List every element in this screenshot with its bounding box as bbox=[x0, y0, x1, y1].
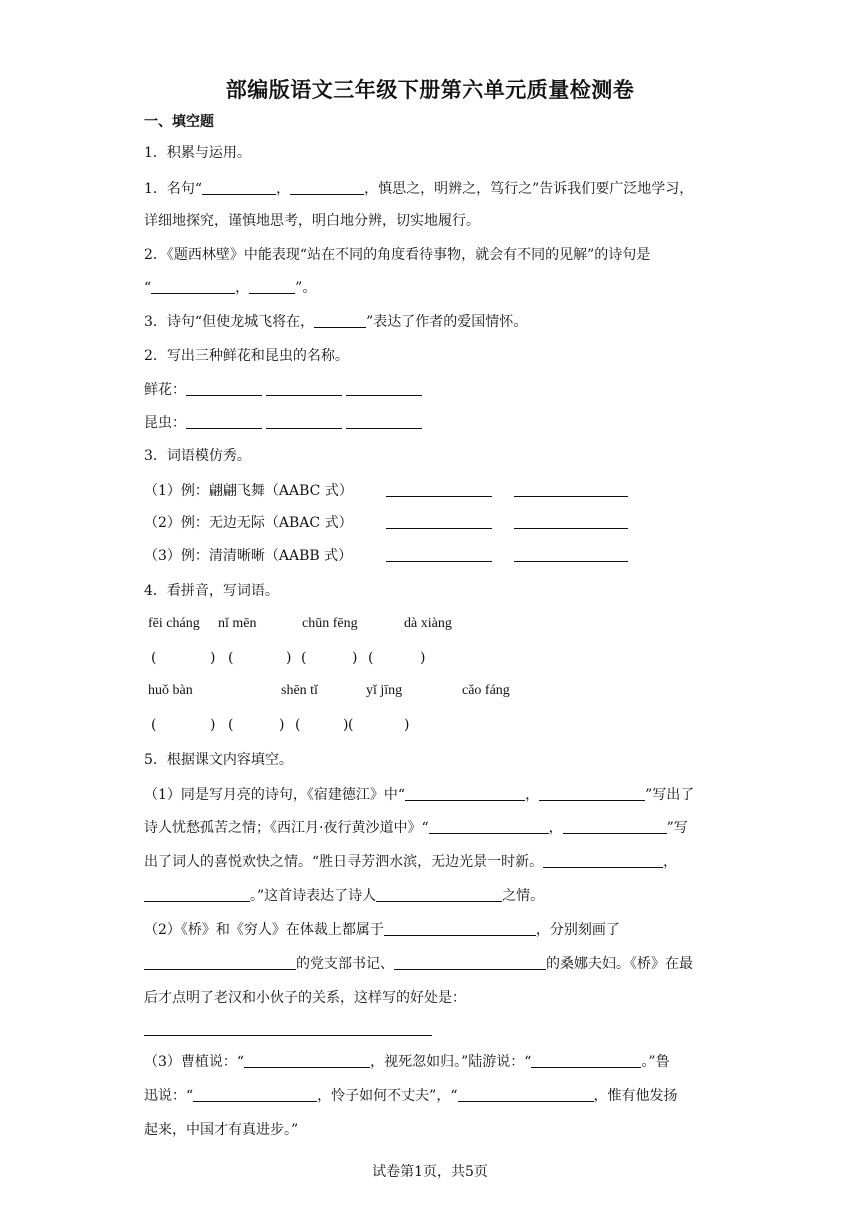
q2-flowers: 鲜花： bbox=[144, 380, 422, 400]
answer-blank[interactable] bbox=[314, 313, 366, 328]
close-paren: ) bbox=[404, 717, 410, 733]
open-paren: ( bbox=[228, 717, 234, 733]
q1-heading: 1．积累与运用。 bbox=[144, 145, 251, 161]
q1-sub3: 3．诗句“但使龙城飞将在， ”表达了作者的爱国情怀。 bbox=[144, 314, 528, 330]
pinyin-label: cǎo fáng bbox=[462, 683, 510, 698]
pinyin-label: dà xiàng bbox=[404, 616, 452, 631]
page-footer: 试卷第1页，共5页 bbox=[372, 1164, 488, 1180]
pinyin-label: fēi cháng bbox=[148, 616, 200, 631]
q1-sub1-line2: 详细地探究，谨慎地思考，明白地分辨，切实地履行。 bbox=[144, 213, 480, 229]
q5-part3-line1: （3）曹植说：“ ，视死忽如归。”陆游说：“ 。”鲁 bbox=[144, 1054, 670, 1070]
q5-part3-line3: 起来，中国才有真进步。” bbox=[144, 1122, 299, 1138]
q1-sub2-line1: 2．《题西林壁》中能表现“站在不同的角度看待事物，就会有不同的见解”的诗句是 bbox=[144, 247, 651, 263]
answer-blank[interactable] bbox=[386, 482, 492, 497]
open-paren: ( bbox=[151, 650, 157, 666]
answer-blank[interactable] bbox=[346, 381, 422, 396]
q5-part1-line1: （1）同是写月亮的诗句，《宿建德江》中“ ， ”写出了 bbox=[144, 787, 695, 803]
q3-item-3: （3）例：清清晰晰（AABB 式） bbox=[144, 546, 628, 566]
pinyin-label: yǐ jīng bbox=[366, 683, 403, 698]
answer-blank[interactable] bbox=[429, 819, 549, 834]
answer-blank[interactable] bbox=[186, 414, 262, 429]
open-paren: ( bbox=[301, 650, 307, 666]
pinyin-label: huǒ bàn bbox=[148, 683, 193, 698]
answer-blank[interactable] bbox=[563, 819, 667, 834]
answer-line[interactable] bbox=[144, 1035, 432, 1036]
answer-blank[interactable] bbox=[376, 887, 502, 902]
answer-blank[interactable] bbox=[531, 1053, 641, 1068]
close-paren: ) bbox=[286, 650, 292, 666]
q3-item-1: （1）例：翩翩飞舞（AABC 式） bbox=[144, 481, 628, 501]
close-paren: ) bbox=[343, 717, 349, 733]
q5-part2-line2: 的党支部书记、 的桑娜夫妇。《桥》在最 bbox=[144, 954, 693, 974]
answer-blank[interactable] bbox=[266, 414, 342, 429]
answer-blank[interactable] bbox=[266, 381, 342, 396]
answer-blank[interactable] bbox=[514, 514, 628, 529]
answer-blank[interactable] bbox=[514, 482, 628, 497]
answer-blank[interactable] bbox=[405, 786, 525, 801]
open-paren: ( bbox=[348, 717, 354, 733]
answer-blank[interactable] bbox=[386, 514, 492, 529]
q5-part3-line2: 迅说：“ ，怜子如何不丈夫”，“ ，惟有他发扬 bbox=[144, 1088, 678, 1104]
q5-part1-line4: 。”这首诗表达了诗人 之情。 bbox=[144, 886, 544, 906]
q4-heading: 4．看拼音，写词语。 bbox=[144, 583, 279, 599]
answer-blank[interactable] bbox=[202, 180, 276, 195]
answer-blank[interactable] bbox=[151, 279, 235, 294]
q3-heading: 3．词语模仿秀。 bbox=[144, 448, 251, 464]
answer-blank[interactable] bbox=[290, 180, 364, 195]
pinyin-label: shēn tǐ bbox=[281, 683, 318, 698]
answer-blank[interactable] bbox=[249, 279, 295, 294]
q5-part2-line3: 后才点明了老汉和小伙子的关系，这样写的好处是： bbox=[144, 990, 466, 1006]
q2-insects: 昆虫： bbox=[144, 413, 422, 433]
q1-sub2-line2: “ ， ”。 bbox=[144, 280, 317, 296]
close-paren: ) bbox=[210, 650, 216, 666]
answer-blank[interactable] bbox=[144, 887, 250, 902]
close-paren: ) bbox=[352, 650, 358, 666]
answer-blank[interactable] bbox=[144, 955, 296, 970]
answer-blank[interactable] bbox=[514, 547, 628, 562]
close-paren: ) bbox=[420, 650, 426, 666]
q5-part1-line2: 诗人忧愁孤苦之情；《西江月·夜行黄沙道中》“ ， ”写 bbox=[144, 820, 688, 836]
answer-blank[interactable] bbox=[244, 1053, 370, 1068]
answer-blank[interactable] bbox=[543, 853, 663, 868]
answer-blank[interactable] bbox=[186, 381, 262, 396]
close-paren: ) bbox=[279, 717, 285, 733]
answer-blank[interactable] bbox=[384, 921, 536, 936]
close-paren: ) bbox=[210, 717, 216, 733]
answer-blank[interactable] bbox=[458, 1087, 594, 1102]
section-heading: 一、填空题 bbox=[144, 114, 214, 130]
q2-heading: 2．写出三种鲜花和昆虫的名称。 bbox=[144, 348, 349, 364]
answer-blank[interactable] bbox=[346, 414, 422, 429]
answer-blank[interactable] bbox=[386, 547, 492, 562]
pinyin-label: nǐ mēn bbox=[218, 616, 257, 631]
pinyin-label: chūn fēng bbox=[302, 616, 358, 631]
q3-item-2: （2）例：无边无际（ABAC 式） bbox=[144, 513, 628, 533]
answer-blank[interactable] bbox=[394, 955, 546, 970]
q5-part1-line3: 出了词人的喜悦欢快之情。“胜日寻芳泗水滨，无边光景一时新。 ， bbox=[144, 854, 678, 870]
open-paren: ( bbox=[228, 650, 234, 666]
answer-blank[interactable] bbox=[193, 1087, 317, 1102]
open-paren: ( bbox=[295, 717, 301, 733]
open-paren: ( bbox=[368, 650, 374, 666]
open-paren: ( bbox=[151, 717, 157, 733]
page-title: 部编版语文三年级下册第六单元质量检测卷 bbox=[225, 78, 635, 102]
q5-heading: 5．根据课文内容填空。 bbox=[144, 752, 293, 768]
q5-part2-line1: （2）《桥》和《穷人》在体裁上都属于 ，分别刻画了 bbox=[144, 922, 620, 938]
answer-blank[interactable] bbox=[539, 786, 645, 801]
q1-sub1-line1: 1．名句“ ， ，慎思之，明辨之，笃行之”告诉我们要广泛地学习， bbox=[144, 181, 694, 197]
